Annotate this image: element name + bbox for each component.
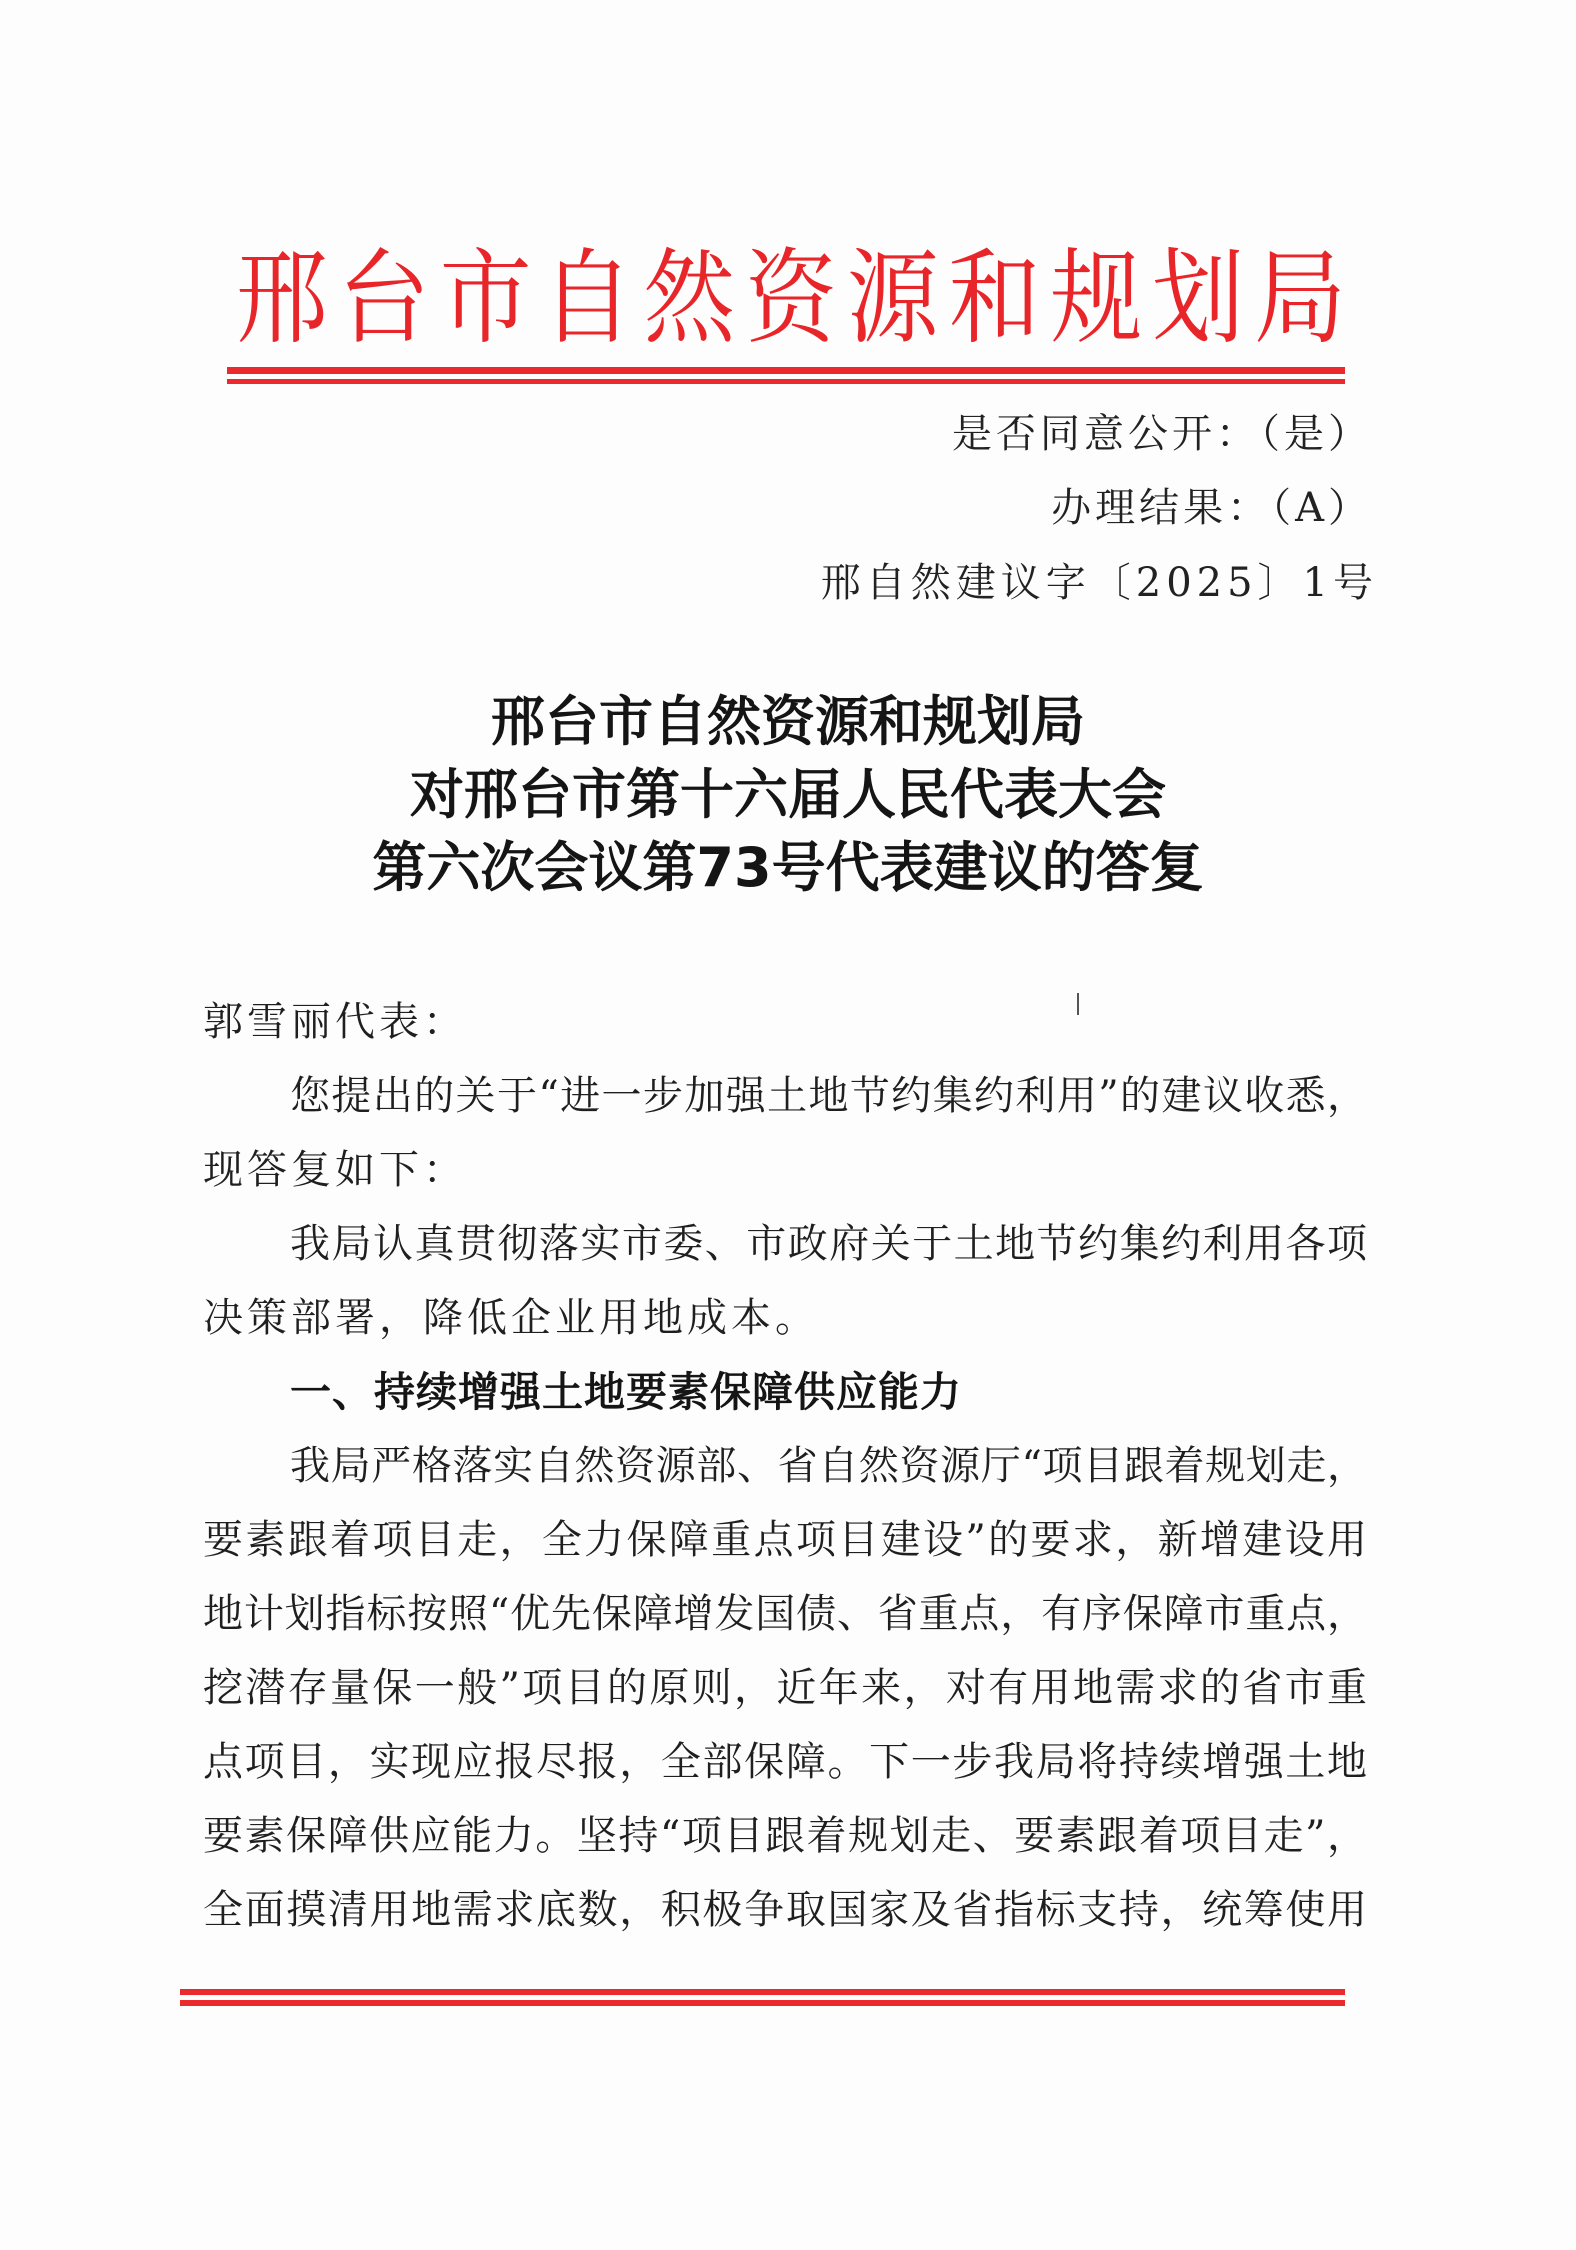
letterhead-rule-thin	[227, 379, 1345, 384]
body-line: 现答复如下：	[203, 1147, 467, 1193]
disclosure-status: 是否同意公开：（是）	[952, 411, 1372, 457]
footer-rule-bottom	[180, 2000, 1345, 2006]
handling-result: 办理结果：（A）	[1051, 485, 1372, 531]
document-title-line-3: 第六次会议第73号代表建议的答复	[372, 836, 1204, 899]
document-title-line-1: 邢台市自然资源和规划局	[491, 690, 1085, 753]
body-line: 挖潜存量保一般”项目的原则，近年来，对有用地需求的省市重	[203, 1665, 1367, 1711]
salutation: 郭雪丽代表：	[203, 999, 467, 1045]
body-line: 点项目，实现应报尽报，全部保障。下一步我局将持续增强土地	[203, 1739, 1367, 1785]
body-line: 地计划指标按照“优先保障增发国债、省重点，有序保障市重点，	[203, 1591, 1367, 1637]
document-title-line-2: 对邢台市第十六届人民代表大会	[410, 763, 1166, 826]
body-line: 要素跟着项目走，全力保障重点项目建设”的要求，新增建设用	[203, 1517, 1367, 1563]
body-line: 我局严格落实自然资源部、省自然资源厅“项目跟着规划走，	[290, 1443, 1367, 1489]
body-line: 我局认真贯彻落实市委、市政府关于土地节约集约利用各项	[290, 1221, 1367, 1267]
document-number: 邢自然建议字〔2025〕1号	[820, 560, 1378, 606]
letterhead-rule-thick	[227, 367, 1345, 374]
body-line: 决策部署，降低企业用地成本。	[203, 1295, 819, 1341]
body-line: 要素保障供应能力。坚持“项目跟着规划走、要素跟着项目走”，	[203, 1813, 1367, 1859]
body-line: 您提出的关于“进一步加强土地节约集约利用”的建议收悉，	[290, 1073, 1367, 1119]
section-heading-1: 一、持续增强土地要素保障供应能力	[290, 1368, 962, 1416]
footer-rule-top	[180, 1989, 1345, 1995]
body-line: 全面摸清用地需求底数，积极争取国家及省指标支持，统筹使用	[203, 1887, 1367, 1933]
letterhead-org-name: 邢台市自然资源和规划局	[236, 238, 1346, 359]
